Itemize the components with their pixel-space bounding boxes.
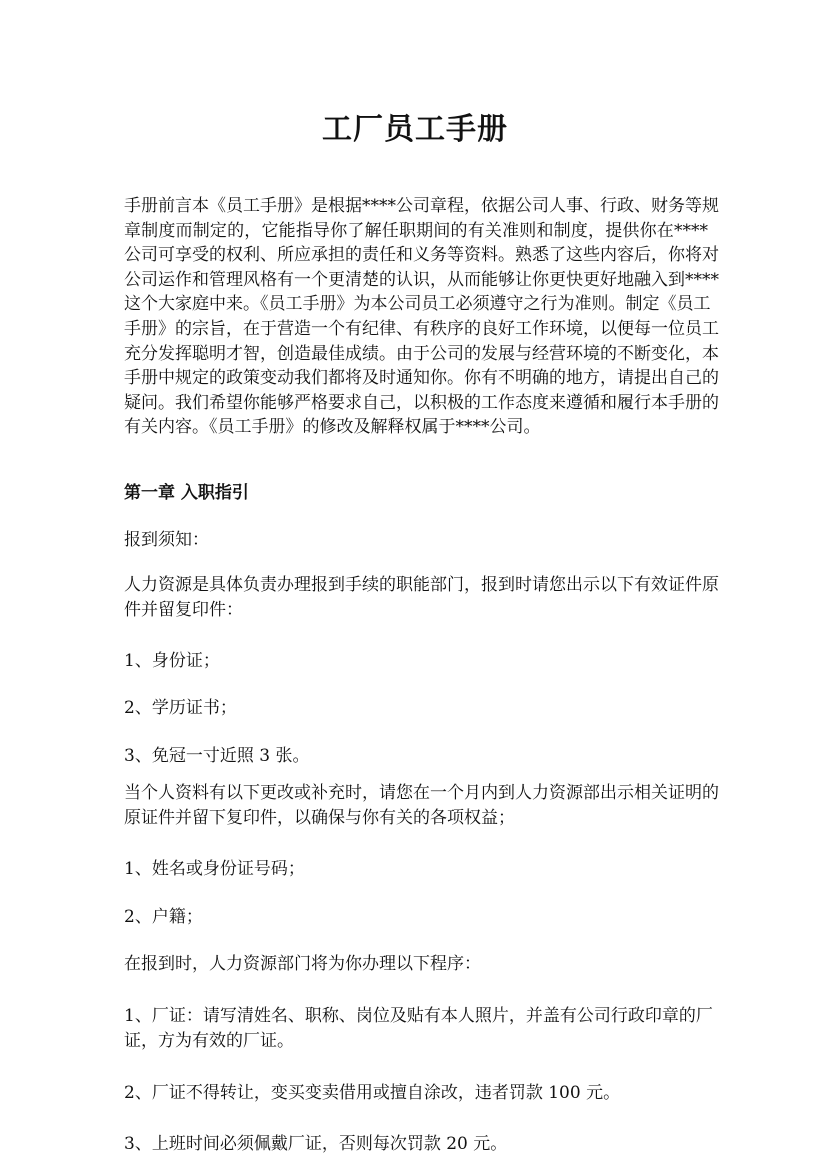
procedure-item (124, 1004, 713, 1053)
text-line: 充分发挥聪明才智，创造最佳成绩。由于公司的发展与经营环境的不断变化，本 (124, 343, 719, 364)
hr-paragraph (124, 573, 719, 622)
text-line: 公司可享受的权利、所应承担的责任和义务等资料。熟悉了这些内容后，你将对 (124, 245, 719, 266)
procedure-item: 3、上班时间必须佩戴厂证，否则每次罚款 20 元。 (124, 1134, 508, 1154)
text-line: 人力资源是具体负责办理报到手续的职能部门，报到时请您出示以下有效证件原 (124, 575, 719, 595)
procedure-item: 2、厂证不得转让，变买变卖借用或擅自涂改，违者罚款 100 元。 (124, 1083, 621, 1103)
preface-paragraph (124, 194, 719, 440)
chapter-heading: 第一章 入职指引 (124, 483, 249, 503)
change-item: 1、姓名或身份证号码； (124, 859, 305, 879)
text-line: 公司运作和管理风格有一个更清楚的认识，从而能够让你更快更好地融入到**** (124, 269, 719, 290)
text-line: 件并留复印件： (124, 599, 243, 620)
text-line: 手册》的宗旨，在于营造一个有纪律、有秩序的良好工作环境，以便每一位员工 (124, 318, 719, 339)
change-item: 2、户籍； (124, 907, 203, 927)
report-notice-label: 报到须知： (124, 530, 209, 550)
text-line: 手册前言本《员工手册》是根据****公司章程，依据公司人事、行政、财务等规 (124, 196, 719, 216)
text-line: 原证件并留下复印件，以确保与你有关的各项权益； (124, 807, 515, 828)
doc-item: 2、学历证书； (124, 698, 237, 718)
procedure-intro: 在报到时，人力资源部门将为你办理以下程序： (124, 954, 481, 974)
change-paragraph (124, 781, 719, 830)
text-line: 这个大家庭中来。《员工手册》为本公司员工必须遵守之行为准则。制定《员工 (124, 294, 711, 315)
document-title: 工厂员工手册 (322, 112, 508, 147)
doc-item: 1、身份证； (124, 651, 220, 671)
text-line: 当个人资料有以下更改或补充时，请您在一个月内到人力资源部出示相关证明的 (124, 783, 719, 803)
text-line: 手册中规定的政策变动我们都将及时通知你。你有不明确的地方，请提出自己的 (124, 368, 719, 389)
text-line: 1、厂证：请写清姓名、职称、岗位及贴有本人照片，并盖有公司行政印章的厂 (124, 1006, 713, 1026)
text-line: 有关内容。《员工手册》的修改及解释权属于****公司。 (124, 417, 541, 438)
text-line: 章制度而制定的，它能指导你了解任职期间的有关准则和制度，提供你在**** (124, 220, 708, 241)
text-line: 证，方为有效的厂证。 (124, 1030, 294, 1051)
text-line: 疑问。我们希望你能够严格要求自己，以积极的工作态度来遵循和履行本手册的 (124, 392, 719, 413)
doc-item: 3、免冠一寸近照 3 张。 (124, 746, 310, 766)
